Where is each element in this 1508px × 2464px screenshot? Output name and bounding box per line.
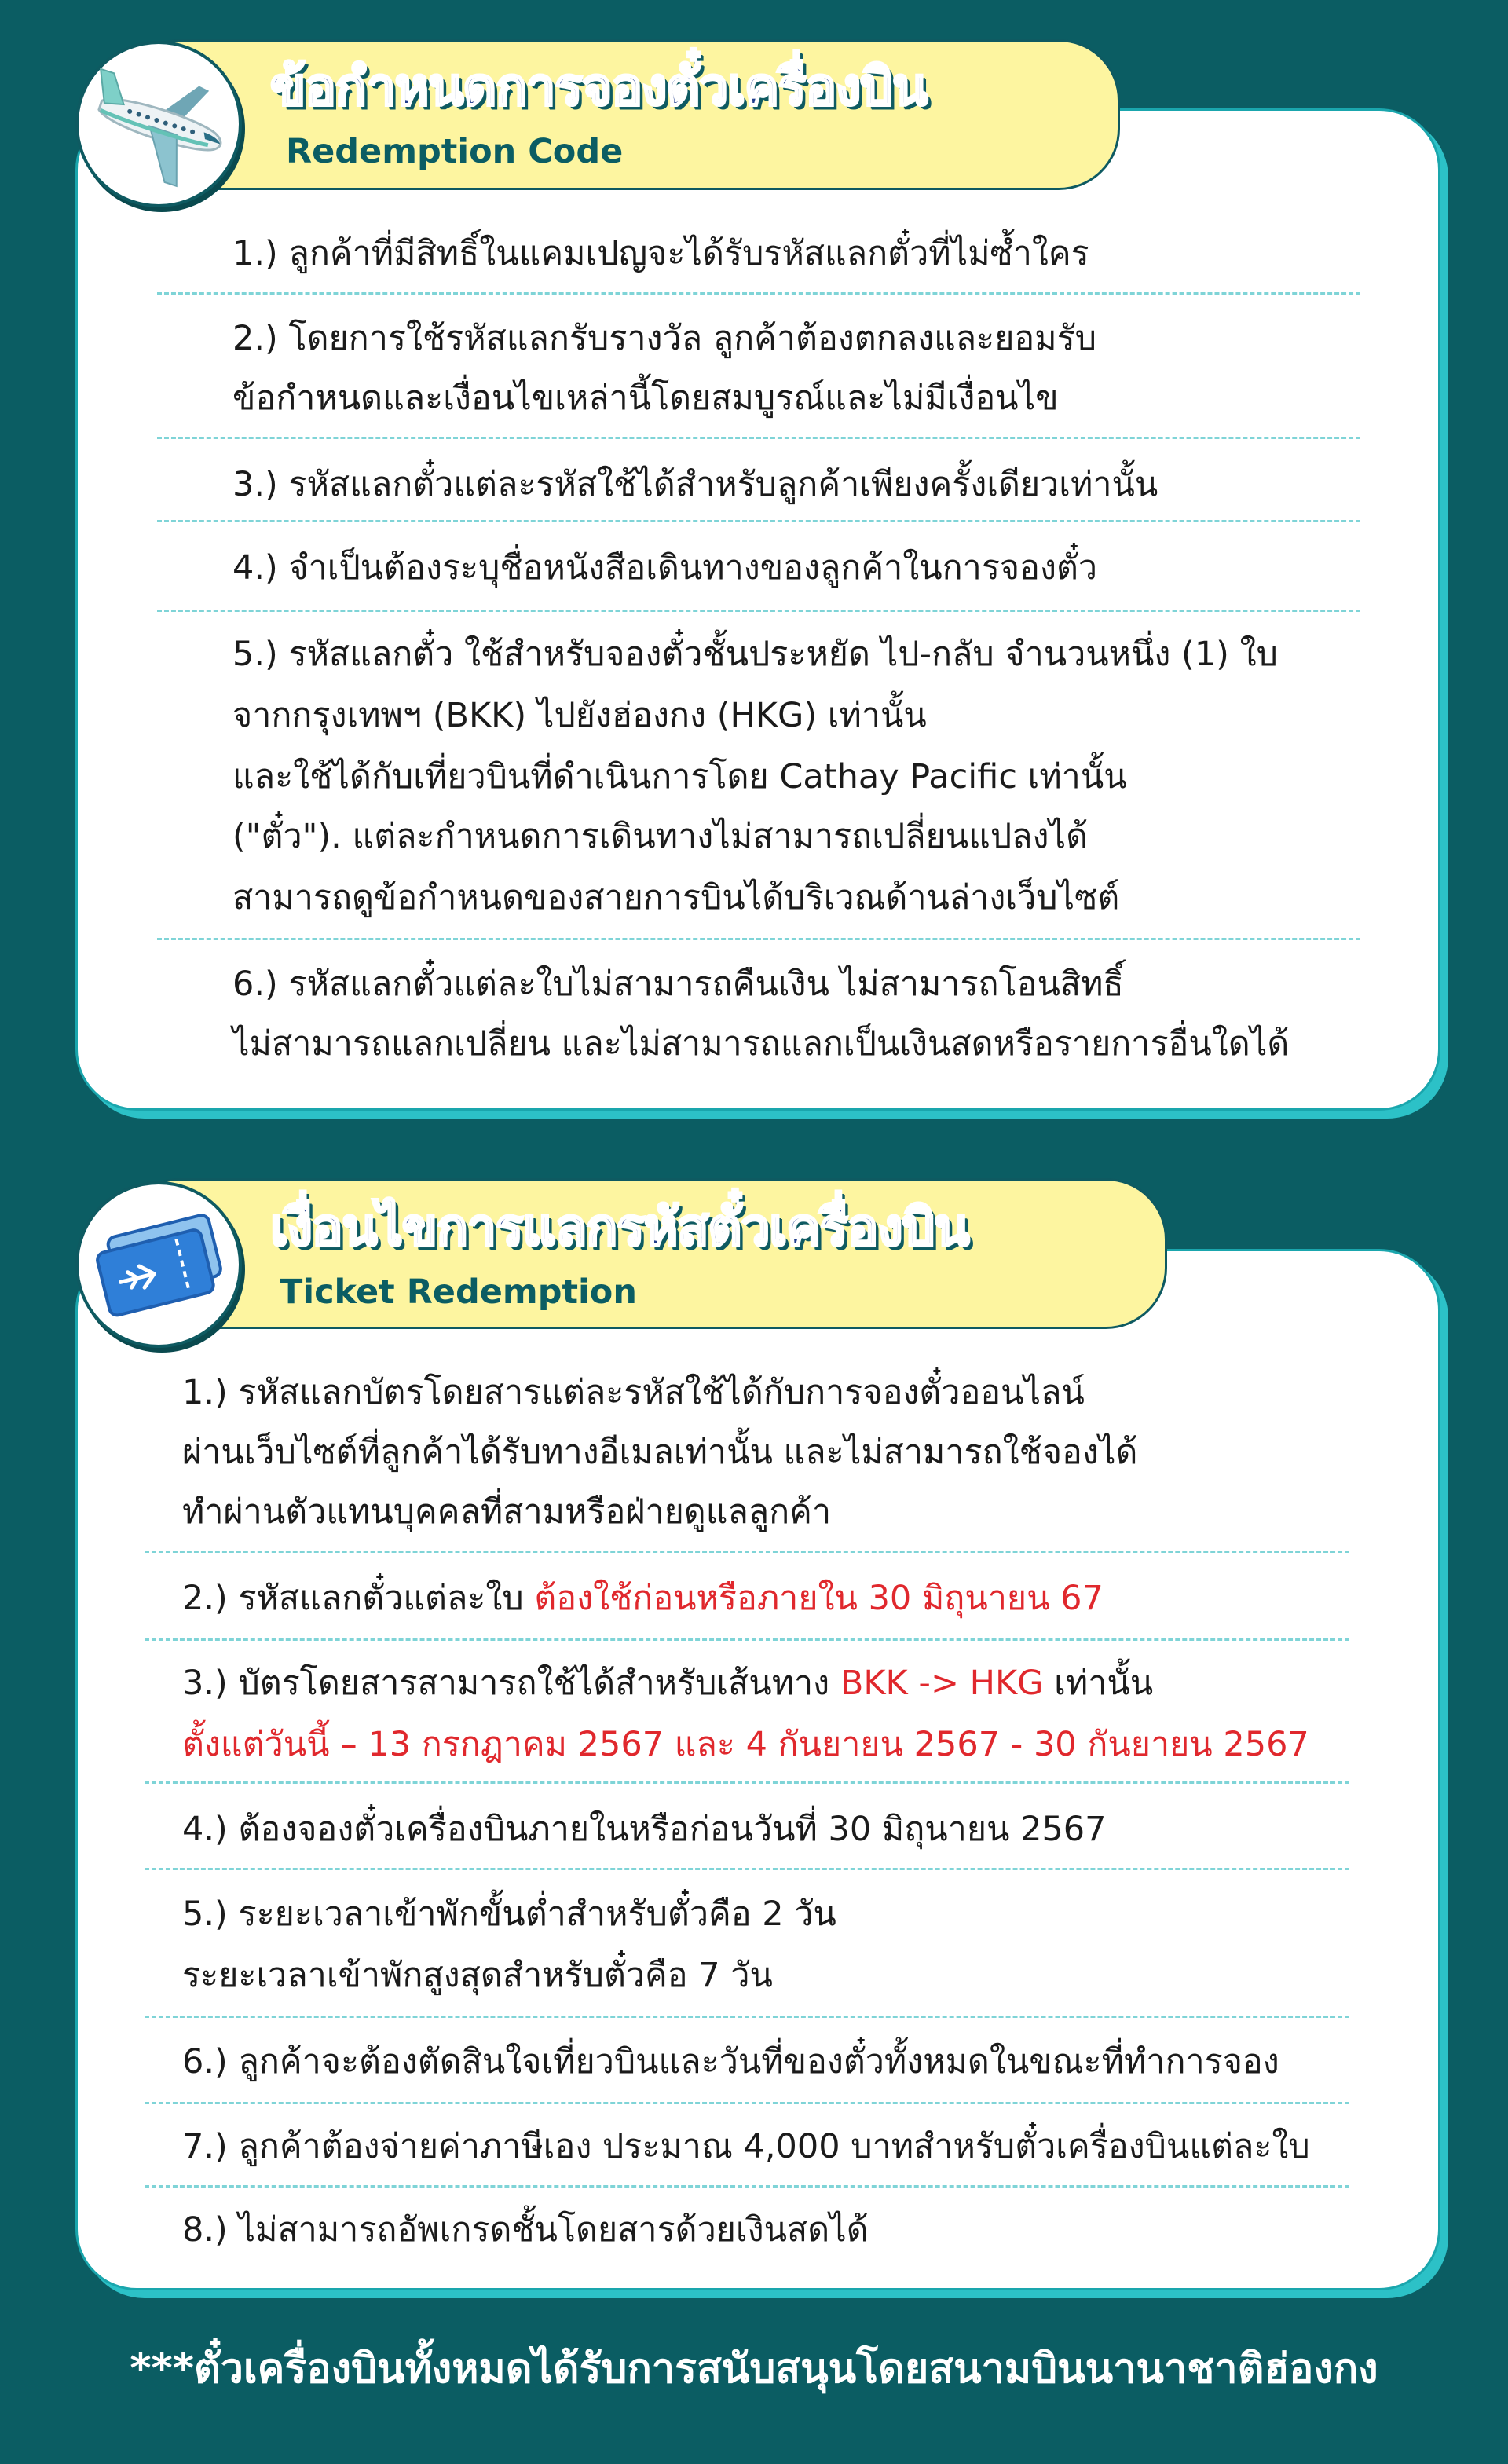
travel-period-highlight: ตั้งแต่วันนี้ – 13 กรกฎาคม 2567 และ 4 กันยายน 2567 - 30 กันยายน 2567	[182, 1725, 1309, 1764]
divider	[145, 1868, 1349, 1870]
list-item: ข้อกำหนดและเงื่อนไขเหล่านี้โดยสมบูรณ์และไม่มีเงื่อนไข	[232, 379, 1059, 418]
divider	[145, 1638, 1349, 1641]
footer-note: ***ตั๋วเครื่องบินทั้งหมดได้รับการสนับสนุนโดยสนามบินนานาชาติฮ่องกง	[130, 2345, 1378, 2393]
list-item: 6.) รหัสแลกตั๋วแต่ละใบไม่สามารถคืนเงิน ไม่สามารถโอนสิทธิ์	[232, 965, 1124, 1004]
list-item: 7.) ลูกค้าต้องจ่ายค่าภาษีเอง ประมาณ 4,000 บาทสำหรับตั๋วเครื่องบินแต่ละใบ	[182, 2127, 1310, 2166]
deadline-highlight: ต้องใช้ก่อนหรือภายใน 30 มิถุนายน 67	[534, 1579, 1104, 1618]
list-item: ("ตั๋ว"). แต่ละกำหนดการเดินทางไม่สามารถเปลี่ยนแปลงได้	[232, 817, 1089, 856]
list-item: ไม่สามารถแลกเปลี่ยน และไม่สามารถแลกเป็นเงินสดหรือรายการอื่นใดได้	[232, 1024, 1290, 1064]
divider	[157, 520, 1360, 522]
list-item	[182, 1568, 1104, 1629]
divider	[145, 1781, 1349, 1784]
list-item: 6.) ลูกค้าจะต้องตัดสินใจเที่ยวบินและวันที่ของตั๋วทั้งหมดในขณะที่ทำการจอง	[182, 2042, 1279, 2081]
list-item: 4.) ต้องจองตั๋วเครื่องบินภายในหรือก่อนวันที่ 30 มิถุนายน 2567	[182, 1810, 1107, 1849]
item-text: เท่านั้น	[1043, 1664, 1154, 1703]
list-item: 8.) ไม่สามารถอัพเกรดชั้นโดยสารด้วยเงินสดได้	[182, 2210, 869, 2250]
list-item	[182, 1653, 1153, 1714]
divider	[157, 292, 1360, 295]
ticket-redemption-title-th: เงื่อนไขการแลกรหัสตั๋วเครื่องบิน	[270, 1197, 969, 1258]
item-text: 2.) รหัสแลกตั๋วแต่ละใบ	[182, 1579, 535, 1618]
list-item: 5.) รหัสแลกตั๋ว ใช้สำหรับจองตั๋วชั้นประหยัด ไป-กลับ จำนวนหนึ่ง (1) ใบ	[232, 635, 1278, 674]
airplane-icon	[75, 41, 242, 207]
divider	[157, 610, 1360, 612]
item-text: 3.) บัตรโดยสารสามารถใช้ได้สำหรับเส้นทาง	[182, 1664, 840, 1703]
divider	[145, 2016, 1349, 2018]
redemption-code-title-th: ข้อกำหนดการจองตั๋วเครื่องบิน	[270, 57, 928, 117]
list-item: ระยะเวลาเข้าพักสูงสุดสำหรับตั๋วคือ 7 วัน	[182, 1956, 773, 1995]
redemption-code-title-en: Redemption Code	[286, 132, 624, 171]
divider	[145, 2102, 1349, 2104]
list-item: 1.) ลูกค้าที่มีสิทธิ์ในแคมเปญจะได้รับรหัสแลกตั๋วที่ไม่ซ้ำใคร	[232, 234, 1089, 273]
route-highlight: BKK -> HKG	[840, 1664, 1044, 1703]
list-item: 4.) จำเป็นต้องระบุชื่อหนังสือเดินทางของลูกค้าในการจองตั๋ว	[232, 548, 1098, 588]
list-item: ผ่านเว็บไซต์ที่ลูกค้าได้รับทางอีเมลเท่านั้น และไม่สามารถใช้จองได้	[182, 1433, 1138, 1472]
divider	[157, 437, 1360, 439]
list-item: 2.) โดยการใช้รหัสแลกรับรางวัล ลูกค้าต้องตกลงและยอมรับ	[232, 319, 1096, 358]
list-item: จากกรุงเทพฯ (BKK) ไปยังฮ่องกง (HKG) เท่านั้น	[232, 696, 927, 735]
list-item: ทำผ่านตัวแทนบุคคลที่สามหรือฝ่ายดูแลลูกค้า	[182, 1492, 832, 1532]
list-item: และใช้ได้กับเที่ยวบินที่ดำเนินการโดย Cathay Pacific เท่านั้น	[232, 757, 1127, 796]
divider	[145, 1551, 1349, 1553]
ticket-redemption-title-en: Ticket Redemption	[280, 1272, 637, 1312]
boarding-ticket-icon	[75, 1181, 242, 1348]
list-item: 1.) รหัสแลกบัตรโดยสารแต่ละรหัสใช้ได้กับการจองตั๋วออนไลน์	[182, 1373, 1085, 1412]
list-item: 3.) รหัสแลกตั๋วแต่ละรหัสใช้ได้สำหรับลูกค้าเพียงครั้งเดียวเท่านั้น	[232, 465, 1158, 504]
divider	[157, 938, 1360, 940]
list-item: สามารถดูข้อกำหนดของสายการบินได้บริเวณด้านล่างเว็บไซต์	[232, 878, 1120, 917]
list-item: 5.) ระยะเวลาเข้าพักขั้นต่ำสำหรับตั๋วคือ 2 วัน	[182, 1895, 836, 1934]
divider	[145, 2185, 1349, 2188]
